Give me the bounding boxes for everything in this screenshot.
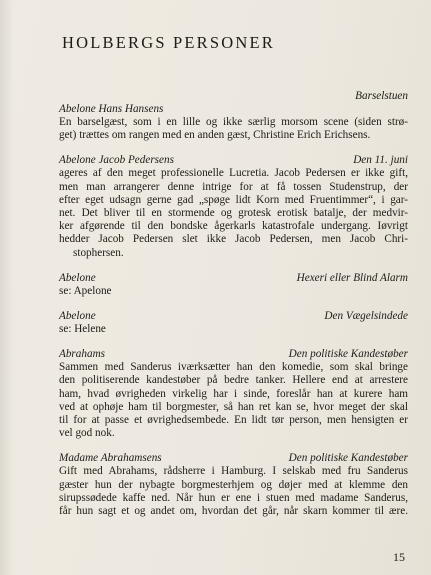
text-line: sirupssødede kaffe ned. Når hun er ene i stuen med madame Sanderus, xyxy=(59,491,408,504)
cross-reference: se: Apelone xyxy=(59,284,112,297)
entry-text xyxy=(59,116,408,142)
character-name: Abelone xyxy=(59,310,96,323)
text-line: men man arrangerer denne intrige for at få tossen Studenstrup, der xyxy=(59,180,408,193)
play-title: Barselstuen xyxy=(355,90,408,102)
cross-reference: se: Helene xyxy=(59,323,106,336)
text-line: stophersen. xyxy=(73,246,124,259)
entry-abrahams xyxy=(59,348,408,440)
entry-text xyxy=(59,323,408,336)
character-name: Madame Abrahamsens xyxy=(59,452,162,465)
play-title: Den politiske Kandestøber xyxy=(288,348,408,361)
entry-header xyxy=(59,154,408,167)
character-name: Abelone Hans Hansens xyxy=(59,103,164,115)
entry-header xyxy=(59,452,408,465)
text-line: den politiserende kandestøber på bedre tanker. Hellere end at arrestere xyxy=(59,374,408,387)
entry-abelone-hexeri xyxy=(59,272,408,298)
entry-header xyxy=(59,348,408,361)
play-title: Den 11. juni xyxy=(353,154,408,167)
text-line: hedder Jacob Pedersen slet ikke Jacob Pedersen, men Jacob Chri- xyxy=(59,233,408,246)
text-line: get) trættes om rangen med en anden gæst, Christine Erich Erichsens. xyxy=(59,129,371,142)
entry-header xyxy=(59,310,408,323)
entry-header xyxy=(59,90,408,116)
entry-header xyxy=(59,272,408,285)
page-title: HOLBERGS PERSONER xyxy=(62,33,275,52)
text-line: ageres af den meget professionelle Lucretia. Jacob Pedersen er ikke gift, xyxy=(59,167,408,180)
character-name: Abelone Jacob Pedersens xyxy=(59,154,174,167)
text-line: Gift med Abrahams, rådsherre i Hamburg. I selskab med fru Sanderus xyxy=(59,465,408,478)
entry-abelone-vaegelsindede xyxy=(59,310,408,336)
entry-text xyxy=(59,285,408,298)
character-name: Abelone xyxy=(59,271,96,284)
page-number: 15 xyxy=(393,550,405,564)
entry-madame-abrahamsens xyxy=(59,452,408,518)
entry-abelone-jacob-pedersens xyxy=(59,154,408,259)
text-line: ker afgørende til den bondske ågerkarls katastrofale undergang. Iøvrigt xyxy=(59,220,408,233)
text-line: ved at ophøje ham til borgmester, så han ret kan se, hvor meget der skal xyxy=(59,400,408,413)
entry-list xyxy=(59,90,408,518)
text-line: får hun sagt et og andet om, hvordan det går, når skarn kommer til ære. xyxy=(59,505,408,518)
text-line: gæster hun der nybagte borgmesterhjem og døjer med at klemme den xyxy=(59,478,408,491)
text-line: Sammen med Sanderus iværksætter han den komedie, som skal bringe xyxy=(59,361,408,374)
text-line: net. Det bliver til en stormende og grotesk erotisk batalje, der medvir- xyxy=(59,207,408,220)
entry-text xyxy=(59,361,408,440)
entry-text xyxy=(59,465,408,518)
text-line: En barselgæst, som i en lille og ikke særlig morsom scene (siden strø- xyxy=(59,116,408,128)
text-line: efter eget udsagn gerne gad „spøge lidt Korn med Fruentimmer“, i gar- xyxy=(59,193,408,206)
play-title: Hexeri eller Blind Alarm xyxy=(296,271,408,284)
text-line: ham, hvad øvrigheden virkelig har i sinde, foreslår han at kurere ham xyxy=(59,387,408,400)
play-title: Den politiske Kandestøber xyxy=(288,452,408,465)
character-name: Abrahams xyxy=(59,348,105,361)
text-line: til for at passe et øvrighedsembede. En lidt tør person, men hensigten er xyxy=(59,414,408,427)
entry-text xyxy=(59,167,408,259)
entry-abelone-hans-hansens xyxy=(59,90,408,142)
text-line: vel god nok. xyxy=(59,427,115,440)
play-title: Den Vægelsindede xyxy=(324,310,408,323)
